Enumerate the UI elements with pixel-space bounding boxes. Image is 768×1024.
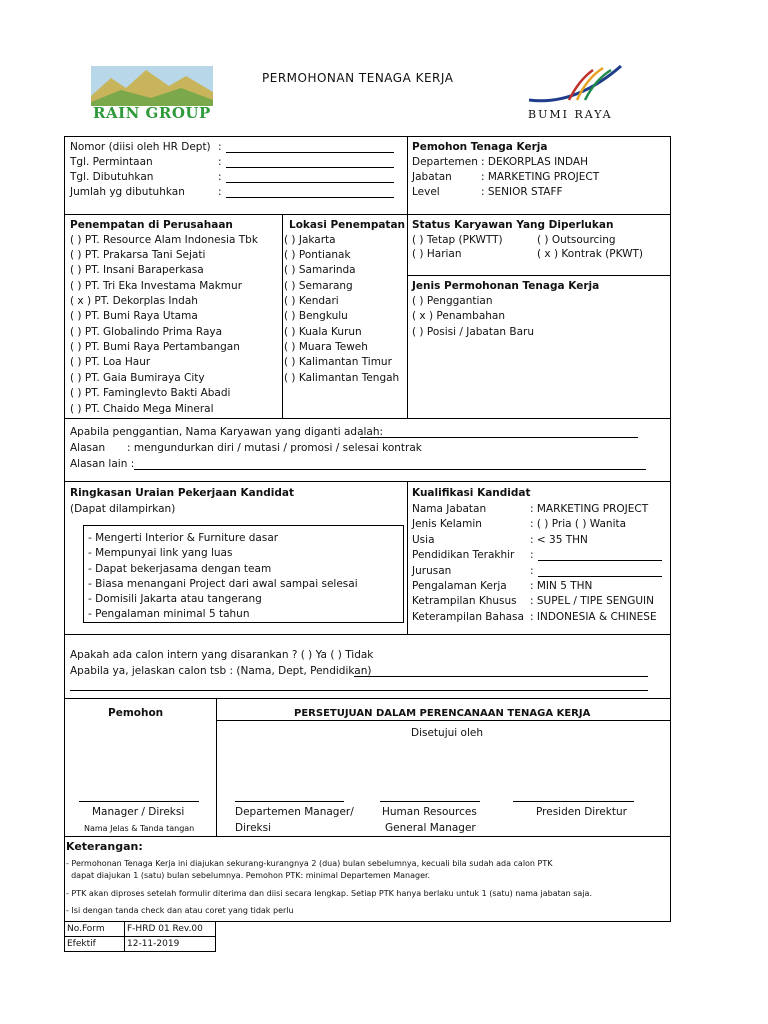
penempatan-option[interactable]: ( ) PT. Bumi Raya Utama (70, 310, 198, 322)
status-harian-option[interactable]: ( ) Harian (412, 248, 462, 260)
jurusan-label: Jurusan (412, 565, 452, 577)
ringkasan-item: - Mengerti Interior & Furniture dasar (88, 532, 279, 544)
lokasi-option[interactable]: ( ) Kalimantan Timur (284, 356, 392, 368)
usia-value: : < 35 THN (530, 534, 588, 546)
nomor-field[interactable] (226, 152, 394, 153)
ringkasan-sub: (Dapat dilampirkan) (70, 503, 176, 515)
page-title: PERMOHONAN TENAGA KERJA (262, 71, 454, 85)
intern-explain-field-2[interactable] (70, 690, 648, 691)
jumlah-label: Jumlah yg dibutuhkan (70, 186, 185, 198)
lokasi-option[interactable]: ( ) Pontianak (284, 249, 351, 261)
intern-explain-field[interactable] (354, 676, 648, 677)
form-no-label: No.Form (67, 924, 105, 934)
level-value: : SENIOR STAFF (481, 186, 563, 198)
ringkasan-item: - Biasa menangani Project dari awal sampai selesai (88, 578, 358, 590)
penempatan-option[interactable]: ( x ) PT. Dekorplas Indah (70, 295, 198, 307)
pengalaman-label: Pengalaman Kerja (412, 580, 507, 592)
tgl-dibutuhkan-label: Tgl. Dibutuhkan (70, 171, 154, 183)
jurusan-sep: : (530, 565, 534, 577)
pengganti-field[interactable] (360, 437, 638, 438)
penempatan-option[interactable]: ( ) PT. Tri Eka Investama Makmur (70, 280, 243, 292)
ringkasan-item: - Mempunyai link yang luas (88, 547, 233, 559)
bumi-raya-logo (525, 62, 630, 122)
lokasi-option[interactable]: ( ) Semarang (284, 280, 353, 292)
status-heading: Status Karyawan Yang Diperlukan (412, 219, 614, 231)
lokasi-option[interactable]: ( ) Muara Teweh (284, 341, 368, 353)
lokasi-option[interactable]: ( ) Kuala Kurun (284, 326, 362, 338)
persetujuan-heading: PERSETUJUAN DALAM PERENCANAAN TENAGA KERJA (294, 708, 591, 719)
lokasi-option[interactable]: ( ) Jakarta (284, 234, 336, 246)
jenis-heading: Jenis Permohonan Tenaga Kerja (412, 280, 600, 292)
keterangan-line: dapat diajukan 1 (satu) bulan sebelumnya. Pemohon PTK: minimal Departemen Manager. (66, 871, 431, 880)
penempatan-option[interactable]: ( ) PT. Insani Baraperkasa (70, 264, 204, 276)
tgl-permintaan-field[interactable] (226, 167, 394, 168)
rain-group-text: RAIN GROUP (93, 104, 211, 122)
alasan-lain-label: Alasan lain : (70, 458, 135, 470)
ringkasan-heading: Ringkasan Uraian Pekerjaan Kandidat (70, 487, 294, 499)
jenis-option[interactable]: ( ) Posisi / Jabatan Baru (412, 326, 535, 338)
penempatan-option[interactable]: ( ) PT. Gaia Bumiraya City (70, 372, 205, 384)
keterangan-heading: Keterangan: (66, 840, 143, 853)
pemohon-heading: Pemohon Tenaga Kerja (412, 141, 548, 153)
pemohon-sign-heading: Pemohon (108, 707, 164, 719)
departemen-value: : DEKORPLAS INDAH (481, 156, 589, 168)
lokasi-option[interactable]: ( ) Samarinda (284, 264, 356, 276)
sig-hr-line[interactable] (380, 801, 480, 802)
intern-question[interactable]: Apakah ada calon intern yang disarankan ? ( ) Ya ( ) Tidak (70, 649, 374, 661)
sig-hr-label: Human Resources (382, 806, 477, 818)
ringkasan-item: - Dapat bekerjasama dengan team (88, 563, 272, 575)
nama-jabatan-label: Nama Jabatan (412, 503, 487, 515)
usia-label: Usia (412, 534, 435, 546)
jenis-kelamin-label: Jenis Kelamin (412, 518, 482, 530)
pendidikan-label: Pendidikan Terakhir (412, 549, 515, 561)
lokasi-heading: Lokasi Penempatan (289, 219, 406, 231)
alasan-lain-field[interactable] (134, 469, 646, 470)
penempatan-option[interactable]: ( ) PT. Resource Alam Indonesia Tbk (70, 234, 258, 246)
efektif-value: 12-11-2019 (127, 939, 180, 949)
bahasa-label: Keterampilan Bahasa (412, 611, 524, 623)
bahasa-value: : INDONESIA & CHINESE (530, 611, 657, 623)
disetujui-label: Disetujui oleh (411, 727, 483, 739)
ringkasan-item: - Pengalaman minimal 5 tahun (88, 608, 250, 620)
jumlah-field[interactable] (226, 197, 394, 198)
ringkasan-item: - Domisili Jakarta atau tangerang (88, 593, 262, 605)
sig-presdir-line[interactable] (513, 801, 634, 802)
tgl-permintaan-label: Tgl. Permintaan (70, 156, 153, 168)
sig-presdir-label: Presiden Direktur (536, 806, 627, 818)
jabatan-label: Jabatan (412, 171, 452, 183)
penempatan-option[interactable]: ( ) PT. Bumi Raya Pertambangan (70, 341, 240, 353)
penempatan-option[interactable]: ( ) PT. Chaido Mega Mineral (70, 403, 214, 415)
tgl-permintaan-sep: : (218, 156, 222, 168)
alasan-value: : mengundurkan diri / mutasi / promosi / selesai kontrak (127, 442, 422, 454)
lokasi-option[interactable]: ( ) Kalimantan Tengah (284, 372, 400, 384)
nomor-label: Nomor (diisi oleh HR Dept) (70, 141, 211, 153)
jenis-option[interactable]: ( ) Penggantian (412, 295, 493, 307)
sig-dept-label: Departemen Manager/ (235, 806, 354, 818)
pengganti-label: Apabila penggantian, Nama Karyawan yang diganti adalah: (70, 426, 384, 438)
lokasi-option[interactable]: ( ) Kendari (284, 295, 339, 307)
jenis-option[interactable]: ( x ) Penambahan (412, 310, 505, 322)
status-outsourcing-option[interactable]: ( ) Outsourcing (537, 234, 616, 246)
nomor-sep: : (218, 141, 222, 153)
sig-manager-sub: Nama Jelas & Tanda tangan (84, 824, 195, 833)
keterangan-line: - PTK akan diproses setelah formulir diterima dan diisi secara lengkap. Setiap PTK hanya berlaku untuk 1 (satu) nama jabatan saja. (66, 889, 592, 898)
sig-manager-label: Manager / Direksi (92, 806, 185, 818)
keterangan-line: - Isi dengan tanda check dan atau coret yang tidak perlu (66, 906, 294, 915)
jabatan-value: : MARKETING PROJECT (481, 171, 600, 183)
lokasi-option[interactable]: ( ) Bengkulu (284, 310, 348, 322)
ketrampilan-value: : SUPEL / TIPE SENGUIN (530, 595, 654, 607)
sig-dept-line[interactable] (235, 801, 344, 802)
intern-explain-label: Apabila ya, jelaskan calon tsb : (Nama, Dept, Pendidikan) (70, 665, 372, 677)
ketrampilan-label: Ketrampilan Khusus (412, 595, 517, 607)
pengalaman-value: : MIN 5 THN (530, 580, 593, 592)
rain-group-logo (91, 66, 213, 122)
sig-manager-line[interactable] (79, 801, 199, 802)
alasan-label: Alasan (70, 442, 106, 454)
status-tetap-option[interactable]: ( ) Tetap (PKWTT) (412, 234, 503, 246)
jenis-kelamin-value[interactable]: : ( ) Pria ( ) Wanita (530, 518, 627, 530)
penempatan-option[interactable]: ( ) PT. Loa Haur (70, 356, 151, 368)
tgl-dibutuhkan-sep: : (218, 171, 222, 183)
pendidikan-field[interactable] (538, 560, 662, 561)
penempatan-option[interactable]: ( ) PT. Faminglevto Bakti Abadi (70, 387, 231, 399)
bumi-raya-text: BUMI RAYA (528, 108, 613, 121)
level-label: Level (412, 186, 440, 198)
sig-dept-label-2: Direksi (235, 822, 272, 834)
form-no-value: F-HRD 01 Rev.00 (127, 924, 203, 934)
jurusan-field[interactable] (538, 576, 662, 577)
kualifikasi-heading: Kualifikasi Kandidat (412, 487, 531, 499)
pendidikan-sep: : (530, 549, 534, 561)
penempatan-option[interactable]: ( ) PT. Prakarsa Tani Sejati (70, 249, 206, 261)
status-kontrak-option[interactable]: ( x ) Kontrak (PKWT) (537, 248, 643, 260)
keterangan-line: - Permohonan Tenaga Kerja ini diajukan sekurang-kurangnya 2 (dua) bulan sebelumnya, kecuali bila sudah ada calon PTK (66, 859, 553, 868)
jumlah-sep: : (218, 186, 222, 198)
tgl-dibutuhkan-field[interactable] (226, 182, 394, 183)
efektif-label: Efektif (67, 939, 96, 949)
nama-jabatan-value: : MARKETING PROJECT (530, 503, 649, 515)
sig-hr-label-2: General Manager (385, 822, 476, 834)
departemen-label: Departemen (412, 156, 478, 168)
penempatan-heading: Penempatan di Perusahaan (70, 219, 233, 231)
penempatan-option[interactable]: ( ) PT. Globalindo Prima Raya (70, 326, 223, 338)
